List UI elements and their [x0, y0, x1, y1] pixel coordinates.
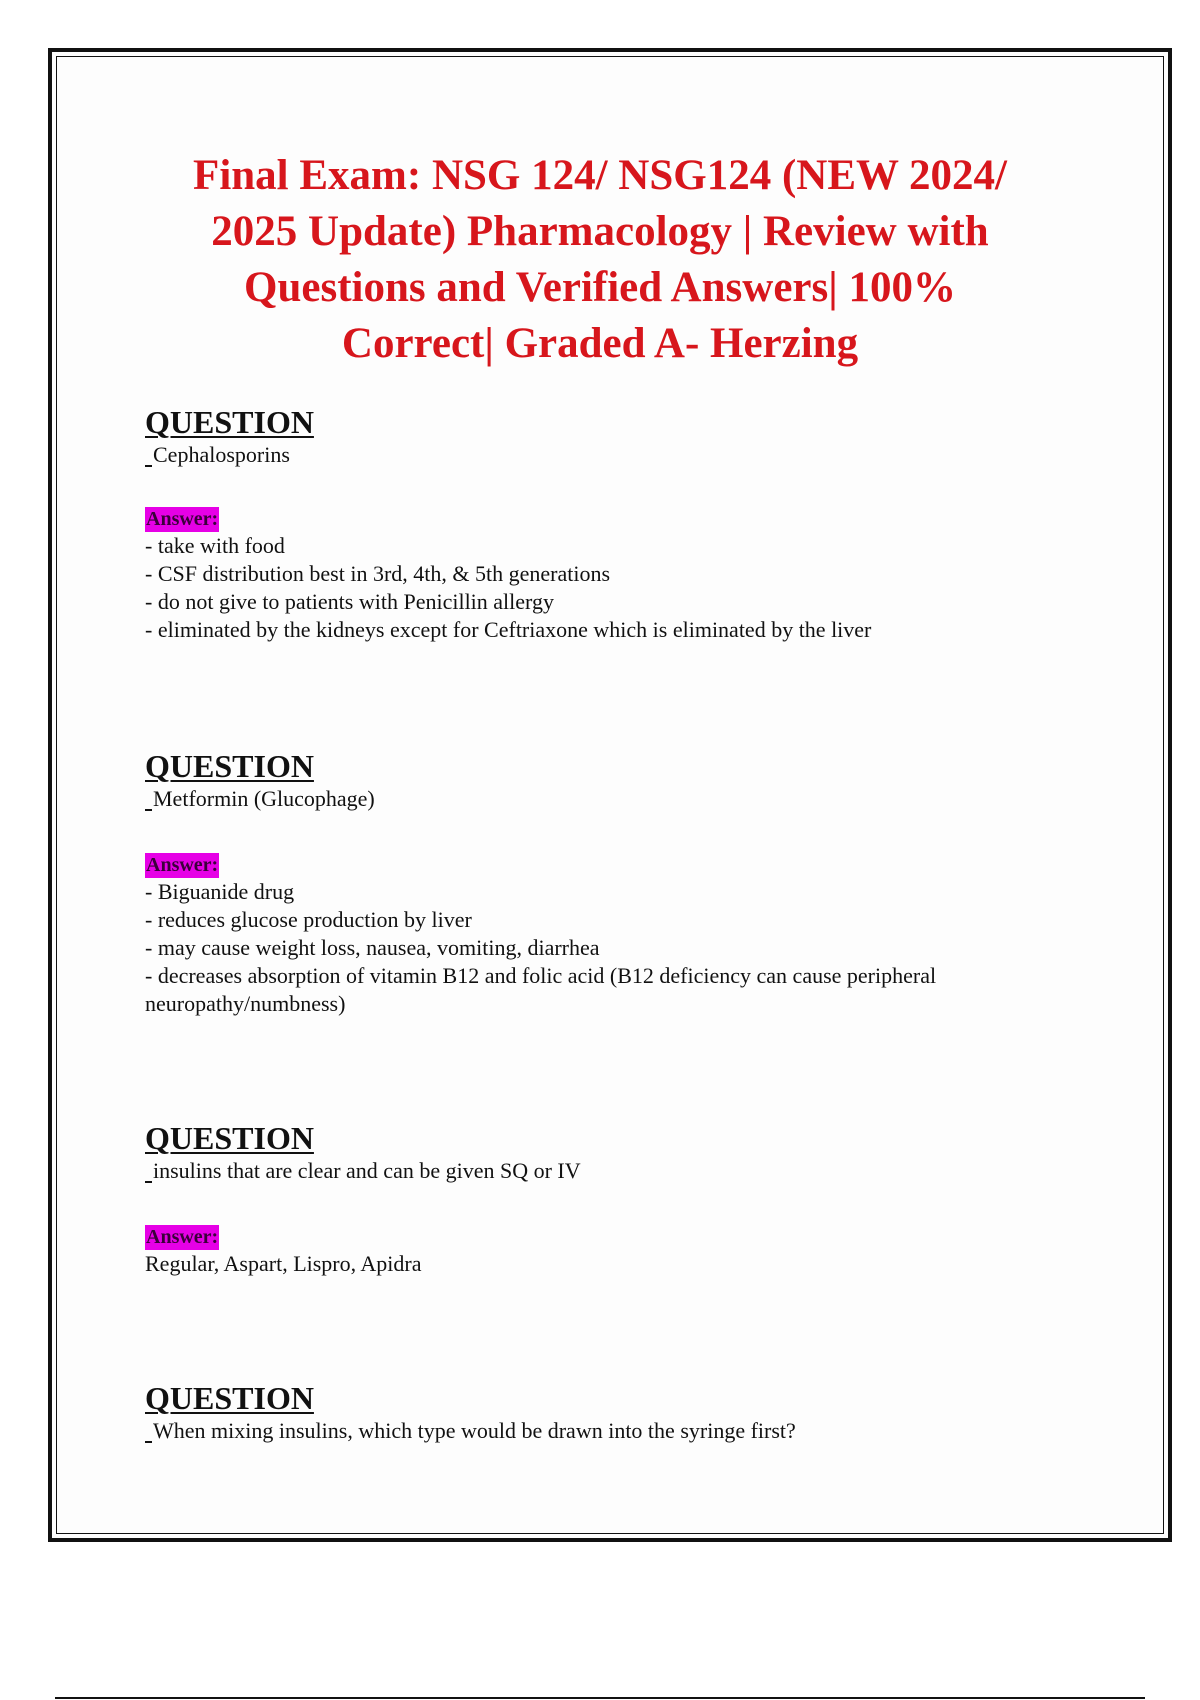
answer-lines	[145, 532, 1045, 644]
answer-line: - take with food	[145, 533, 285, 558]
answer-line: - do not give to patients with Penicillin allergy	[145, 589, 554, 614]
answer-label: Answer:	[146, 1226, 219, 1248]
answer-line: - eliminated by the kidneys except for Ceftriaxone which is eliminated by the liver	[145, 617, 872, 642]
bottom-divider	[55, 1697, 1145, 1699]
answer-line: - CSF distribution best in 3rd, 4th, & 5th generations	[145, 561, 611, 586]
question-heading: QUESTION	[145, 748, 314, 784]
qa-block-2	[145, 749, 1045, 1018]
question-text: When mixing insulins, which type would be drawn into the syringe first?	[145, 1417, 1045, 1445]
answer-lines	[145, 1250, 1045, 1278]
question-heading: QUESTION	[145, 404, 314, 440]
answer-line: - may cause weight loss, nausea, vomiting, diarrhea	[145, 935, 600, 960]
question-heading: QUESTION	[145, 1380, 314, 1416]
question-text: Cephalosporins	[145, 441, 1045, 469]
qa-block-1	[145, 405, 1045, 644]
qa-block-3	[145, 1121, 1045, 1278]
answer-line: - reduces glucose production by liver	[145, 907, 472, 932]
qa-block-4	[145, 1381, 1045, 1445]
document-title: Final Exam: NSG 124/ NSG124 (NEW 2024/ 2025 Update) Pharmacology | Review with Questions and Verified Answers| 100% Correct| Graded A- Herzing	[193, 152, 1007, 367]
answer-line: - Biguanide drug	[145, 879, 295, 904]
question-heading: QUESTION	[145, 1120, 314, 1156]
answer-label: Answer:	[146, 854, 219, 876]
question-text: Metformin (Glucophage)	[145, 785, 1045, 813]
question-text: insulins that are clear and can be given SQ or IV	[145, 1157, 1045, 1185]
answer-label: Answer:	[146, 508, 219, 530]
answer-line: Regular, Aspart, Lispro, Apidra	[145, 1251, 422, 1276]
answer-lines	[145, 878, 1045, 1018]
answer-line: - decreases absorption of vitamin B12 and folic acid (B12 deficiency can cause peripheral neuropathy/numbness)	[145, 963, 937, 1016]
